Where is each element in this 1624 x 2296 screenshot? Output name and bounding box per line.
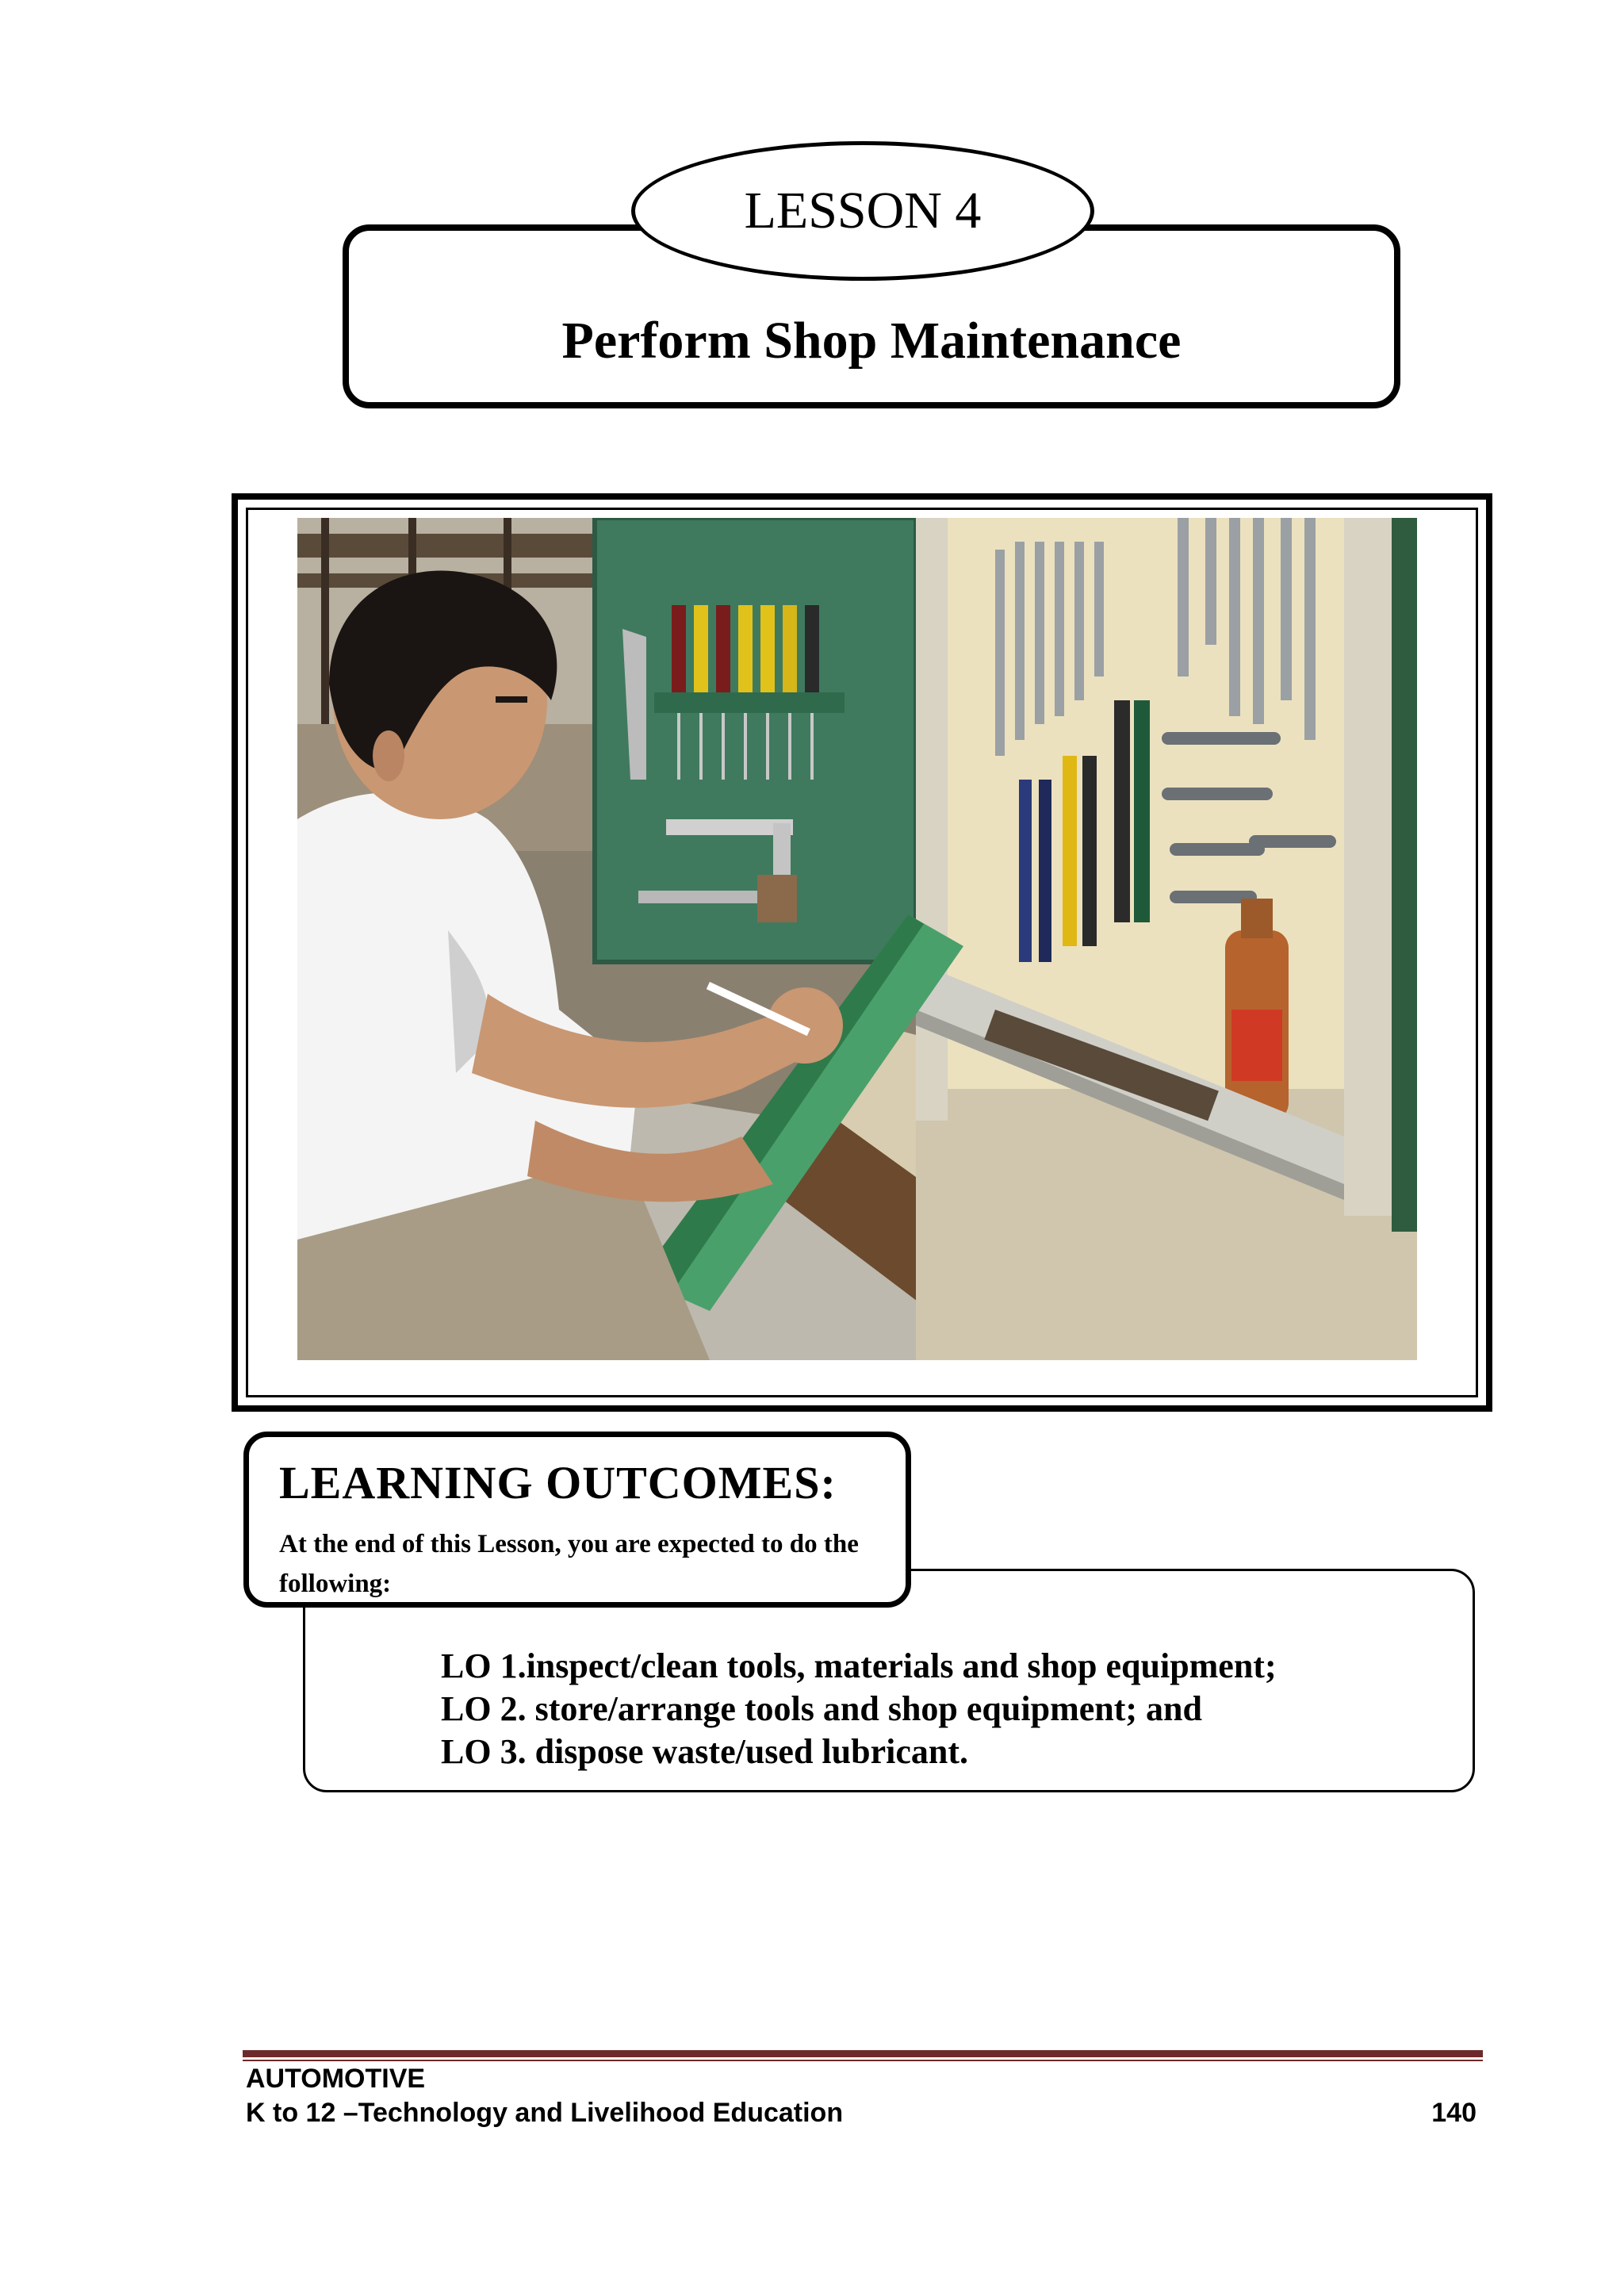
footer-rule [243, 2050, 1483, 2057]
learning-outcomes-intro: At the end of this Lesson, you are expected to do the following: [279, 1530, 859, 1598]
learning-outcomes-tab [243, 1432, 911, 1608]
page-number: 140 [1431, 2098, 1477, 2128]
learning-outcome-1: LO 1.inspect/clean tools, materials and shop equipment; [441, 1646, 1277, 1685]
footer-rule-thin [243, 2060, 1483, 2061]
learning-outcomes-heading: LEARNING OUTCOMES: [279, 1457, 837, 1508]
learning-outcome-3: LO 3. dispose waste/used lubricant. [441, 1732, 968, 1771]
lesson-number: LESSON 4 [744, 182, 982, 240]
student-inspecting-tool-board-photo [297, 518, 1417, 1360]
learning-outcomes-list [441, 1645, 1277, 1773]
footer-course-title: K to 12 –Technology and Livelihood Education [246, 2098, 844, 2128]
learning-outcome-2: LO 2. store/arrange tools and shop equipment; and [441, 1689, 1202, 1728]
lesson-number-oval [631, 141, 1094, 281]
lesson-title: Perform Shop Maintenance [561, 312, 1182, 370]
footer-subject: AUTOMOTIVE [246, 2064, 426, 2094]
